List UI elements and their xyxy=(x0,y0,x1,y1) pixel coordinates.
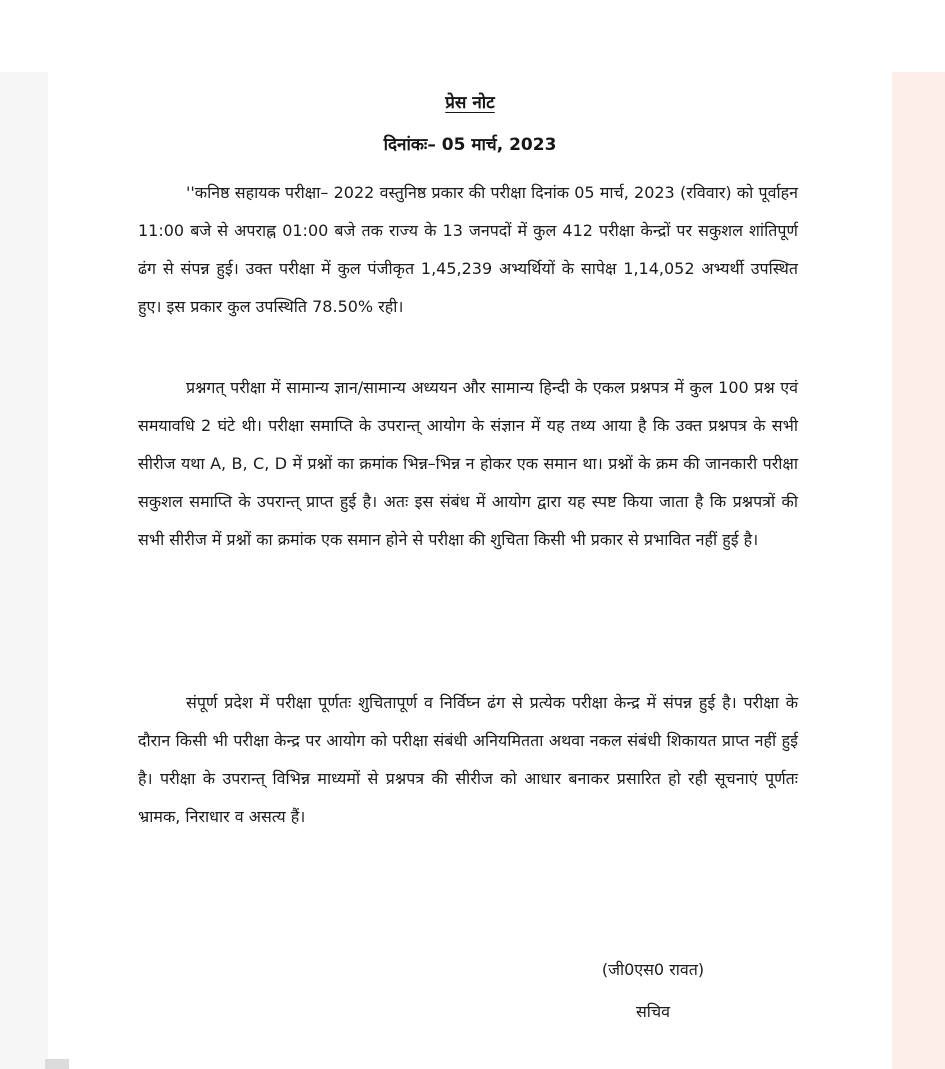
document-title: प्रेस नोट xyxy=(445,93,495,113)
signatory-designation: सचिव xyxy=(635,1002,671,1021)
paragraph-question-series: प्रश्नगत् परीक्षा में सामान्य ज्ञान/सामान्य अध्ययन और सामान्य हिन्दी के एकल प्रश्नपत्र में कुल 100 प्रश्न एवं समयावधि 2 घंटे थी। परीक्षा समाप्ति के उपरान्त् आयोग के संज्ञान में यह तथ्य आया है कि उक्त प्रश्नपत्र के सभी सीरीज यथा A, B, C, D में प्रश्नों का क्रमांक भिन्न–भिन्न न होकर एक समान था। प्रश्नों के क्रम की जानकारी परीक्षा सकुशल समाप्ति के उपरान्त् प्राप्त हुई है। अतः इस संबंध में आयोग द्वारा यह स्पष्ट किया जाता है कि प्रश्नपत्रों की सभी सीरीज में प्रश्नों का क्रमांक एक समान होने से परीक्षा की शुचिता किसी भी प्रकार से प्रभावित नहीं हुई है। xyxy=(138,378,798,549)
paragraph-clarification: संपूर्ण प्रदेश में परीक्षा पूर्णतः शुचितापूर्ण व निर्विघ्न ढंग से प्रत्येक परीक्षा केन्द्र में संपन्न हुई है। परीक्षा के दौरान किसी भी परीक्षा केन्द्र पर आयोग को परीक्षा संबंधी अनियमितता अथवा नकल संबंधी शिकायत प्राप्त नहीं हुई है। परीक्षा के उपरान्त् विभिन्न माध्यमों से प्रश्नपत्र की सीरीज को आधार बनाकर प्रसारित हो रही सूचनाएं पूर्णतः भ्रामक, निराधार व असत्य हैं। xyxy=(138,693,798,826)
paragraph-exam-summary: ''कनिष्ठ सहायक परीक्षा– 2022 वस्तुनिष्ठ प्रकार की परीक्षा दिनांक 05 मार्च, 2023 (रविवार) को पूर्वाहन 11:00 बजे से अपराह्न 01:00 बजे तक राज्य के 13 जनपदों में कुल 412 परीक्षा केन्द्रों पर सकुशल शांतिपूर्ण ढंग से संपन्न हुई। उक्त परीक्षा में कुल पंजीकृत 1,45,239 अभ्यर्थियों के सापेक्ष 1,14,052 अभ्यर्थी उपस्थित हुए। इस प्रकार कुल उपस्थिति 78.50% रही। xyxy=(138,183,798,316)
signatory-name: (जी0एस0 रावत) xyxy=(601,960,705,979)
scan-smudge xyxy=(45,1059,69,1069)
document-date: दिनांकः– 05 मार्च, 2023 xyxy=(383,135,557,155)
right-margin-strip xyxy=(892,72,945,1069)
left-margin-strip xyxy=(0,72,48,1069)
press-note-page xyxy=(48,72,892,1069)
